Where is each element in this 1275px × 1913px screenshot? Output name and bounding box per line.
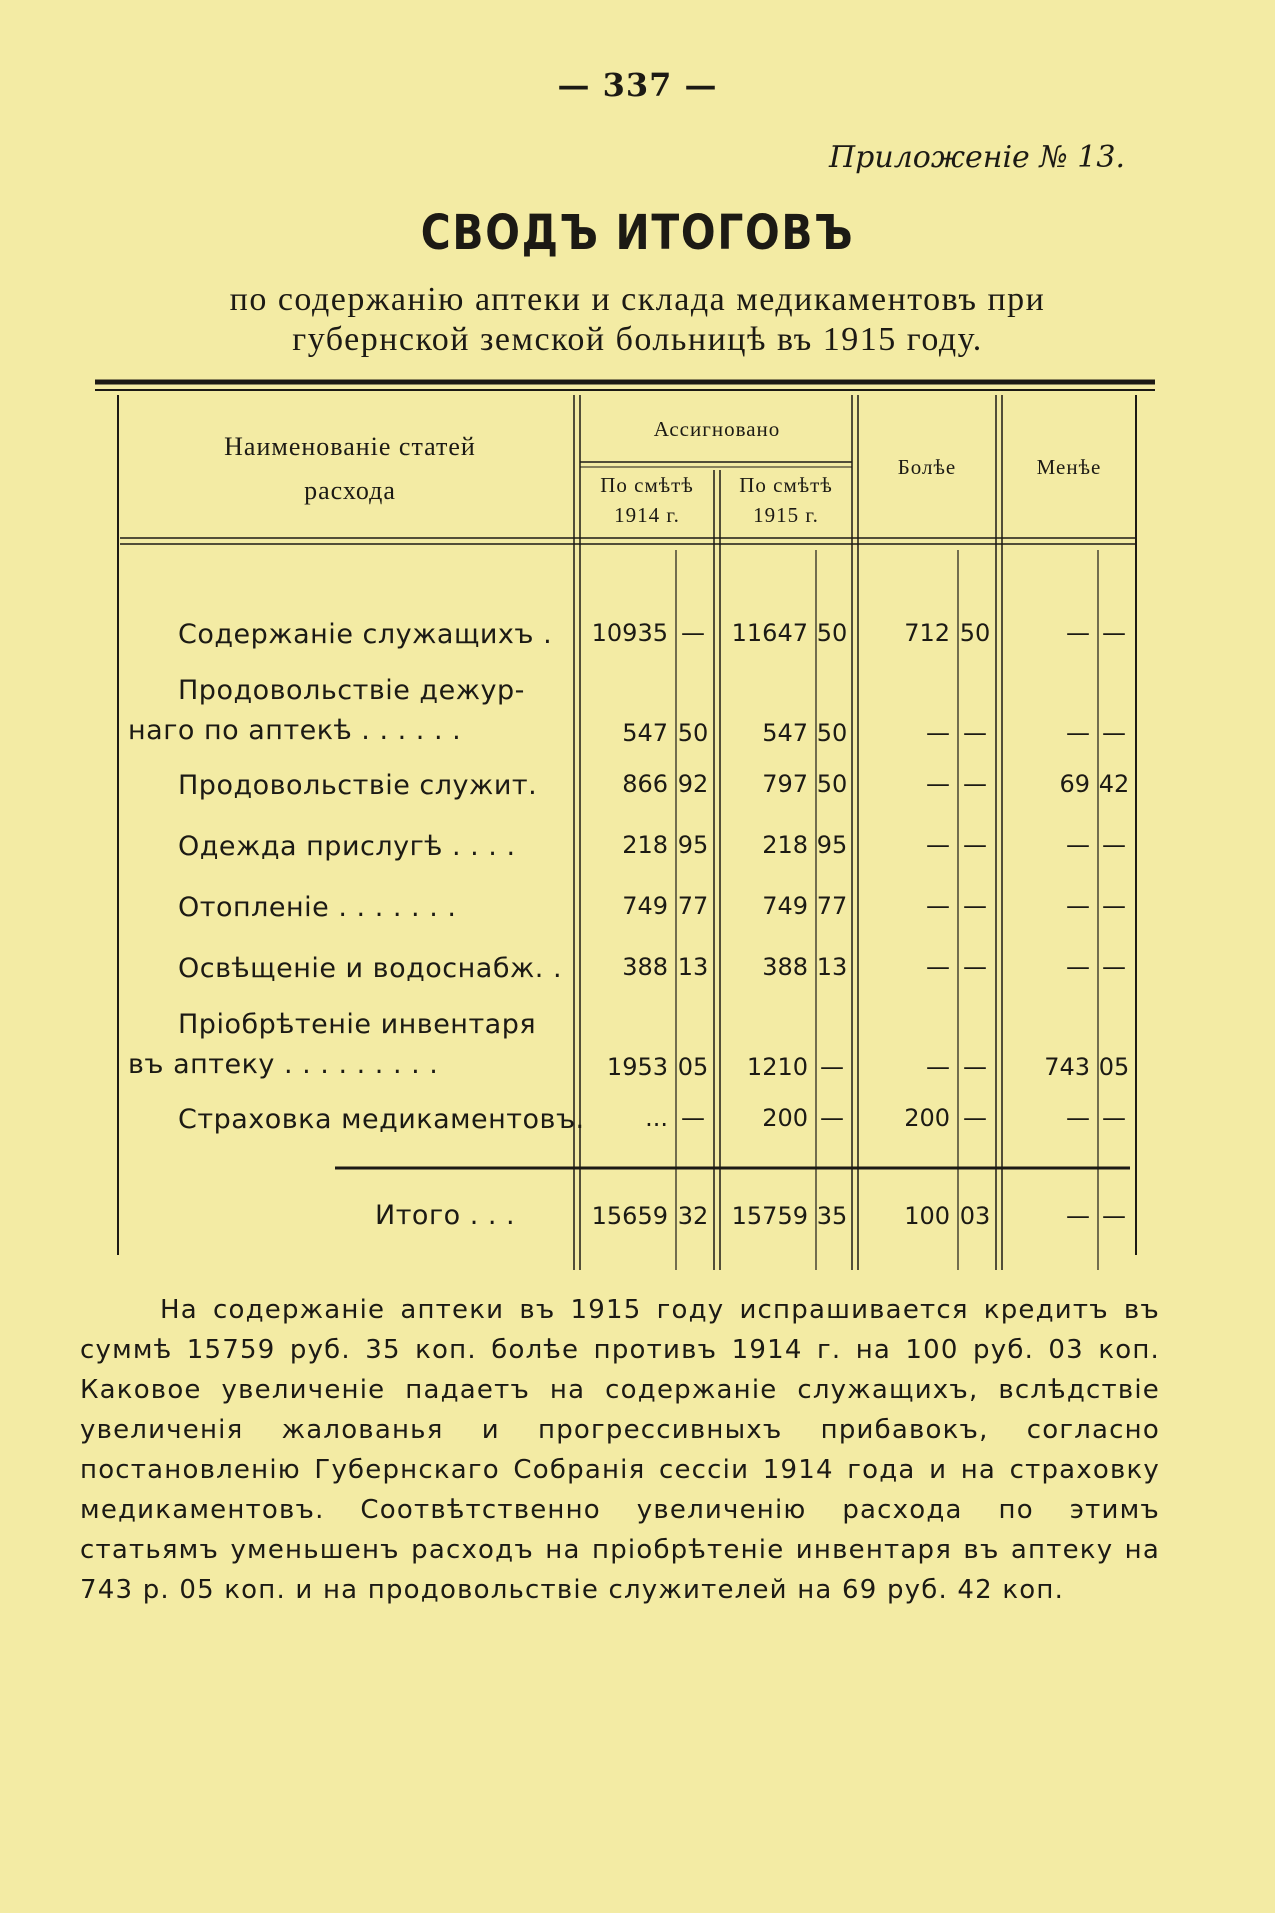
- row-cell-more_r: —: [926, 892, 950, 920]
- paragraph-text: На содержанiе аптеки въ 1915 году испрашивается кредитъ въ суммѣ 15759 руб. 35 коп. болѣе противъ 1914 г. на 100 руб. 03 коп. Каковое увеличенiе падаетъ на содержанiе служащихъ, вслѣдствiе увеличенiя жалованья и прогрессивныхъ прибавокъ, согласно постановленiю Губернскаго Собранiя сессiи 1914 года и на страховку медикаментовъ. Соотвѣтственно увеличенiю расхода по этимъ статьямъ уменьшенъ расходъ на прiобрѣтенiе инвентаря въ аптеку на 743 р. 05 коп. и на продовольствiе служителей на 69 руб. 42 коп.: [80, 1295, 1160, 1605]
- header-more: Болѣе: [897, 455, 957, 479]
- header-estimate-1915: [720, 470, 852, 530]
- row-name: Отопленiе . . . . . . .: [178, 892, 457, 923]
- row-cell-more_r: —: [926, 770, 950, 798]
- header-name: [140, 425, 560, 513]
- row-cell-k1914: 92: [677, 770, 709, 798]
- row-cell-more_r: —: [926, 831, 950, 859]
- row-name-cont: наго по аптекѣ . . . . . .: [128, 715, 462, 746]
- row-name: Прiобрѣтенiе инвентаря: [178, 1009, 537, 1040]
- row-cell-more_k: —: [963, 1053, 987, 1081]
- row-cell-less_r: —: [1066, 1104, 1090, 1132]
- total-cell-more_r: 100: [904, 1202, 950, 1230]
- row-cell-y1915: 749: [762, 892, 808, 920]
- row-cell-y1914: 866: [622, 770, 668, 798]
- row-cell-y1914: 1953: [606, 1053, 668, 1081]
- header-name-line-2: расхода: [304, 476, 396, 505]
- row-name-cont: въ аптеку . . . . . . . . .: [128, 1049, 439, 1080]
- row-cell-more_k: —: [963, 719, 987, 747]
- row-cell-y1915: 388: [762, 953, 808, 981]
- total-cell-y1914: 15659: [591, 1202, 668, 1230]
- row-cell-less_r: —: [1066, 619, 1090, 647]
- row-cell-less_r: —: [1066, 953, 1090, 981]
- header-less: Менѣе: [1036, 455, 1102, 479]
- row-cell-more_k: —: [963, 1104, 987, 1132]
- subtitle-line-1: по содержанiю аптеки и склада медикаментовъ при: [229, 281, 1046, 318]
- row-cell-k1914: 13: [677, 953, 709, 981]
- row-cell-more_k: —: [963, 953, 987, 981]
- appendix-label: Приложенiе № 13.: [829, 140, 1125, 175]
- header-assigned: Ассигновано: [653, 417, 781, 441]
- row-cell-k1915: 50: [816, 770, 848, 798]
- row-cell-less_k: —: [1102, 831, 1126, 859]
- total-cell-y1915: 15759: [731, 1202, 808, 1230]
- row-cell-k1914: 77: [677, 892, 709, 920]
- row-cell-k1915: —: [820, 1104, 844, 1132]
- explanatory-paragraph: [80, 1290, 1160, 1610]
- row-cell-more_r: 200: [904, 1104, 950, 1132]
- row-cell-k1915: 13: [816, 953, 848, 981]
- row-name: Страховка медикаментовъ.: [178, 1104, 585, 1135]
- header-estimate-1914: [580, 470, 714, 530]
- header-estimate-1915-line-2: 1915 г.: [753, 503, 819, 527]
- subtitle-line-2: губернской земской больницѣ въ 1915 году.: [292, 321, 983, 358]
- row-name: Освѣщенiе и водоснабж. .: [178, 953, 563, 984]
- header-estimate-1914-line-1: По смѣтѣ: [600, 473, 694, 497]
- row-cell-y1914: 547: [622, 719, 668, 747]
- header-name-line-1: Наименованiе статей: [224, 432, 476, 461]
- row-cell-y1915: 11647: [731, 619, 808, 647]
- row-cell-less_r: —: [1066, 892, 1090, 920]
- row-name: Содержанiе служащихъ .: [178, 619, 553, 650]
- row-cell-y1914: 749: [622, 892, 668, 920]
- row-cell-less_k: —: [1102, 892, 1126, 920]
- row-cell-less_k: 05: [1098, 1053, 1130, 1081]
- row-cell-less_r: 69: [1059, 770, 1090, 798]
- total-cell-k1915: 35: [816, 1202, 848, 1230]
- row-cell-less_k: —: [1102, 719, 1126, 747]
- row-cell-y1915: 218: [762, 831, 808, 859]
- row-cell-more_k: —: [963, 831, 987, 859]
- total-cell-k1914: 32: [677, 1202, 709, 1230]
- row-cell-k1915: 50: [816, 719, 848, 747]
- row-cell-y1915: 547: [762, 719, 808, 747]
- row-cell-k1915: 50: [816, 619, 848, 647]
- total-cell-more_k: 03: [959, 1202, 991, 1230]
- row-cell-more_k: —: [963, 770, 987, 798]
- row-cell-more_r: —: [926, 719, 950, 747]
- row-cell-k1915: 77: [816, 892, 848, 920]
- row-cell-k1914: 95: [677, 831, 709, 859]
- row-cell-less_k: 42: [1098, 770, 1130, 798]
- page-number: — 337 —: [557, 66, 718, 104]
- row-cell-less_k: —: [1102, 619, 1126, 647]
- row-cell-y1914: ...: [645, 1104, 668, 1132]
- row-name: Одежда прислугѣ . . . .: [178, 831, 516, 862]
- row-cell-y1915: 1210: [746, 1053, 808, 1081]
- row-cell-y1915: 200: [762, 1104, 808, 1132]
- header-estimate-1915-line-1: По смѣтѣ: [739, 473, 833, 497]
- row-cell-y1914: 388: [622, 953, 668, 981]
- row-cell-k1914: —: [681, 619, 705, 647]
- row-cell-k1914: —: [681, 1104, 705, 1132]
- row-cell-less_r: 743: [1044, 1053, 1090, 1081]
- header-estimate-1914-line-2: 1914 г.: [614, 503, 680, 527]
- row-name: Продовольствiе дежур-: [178, 675, 525, 706]
- row-cell-k1915: 95: [816, 831, 848, 859]
- row-cell-more_k: —: [963, 892, 987, 920]
- row-cell-k1914: 50: [677, 719, 709, 747]
- row-cell-less_r: —: [1066, 831, 1090, 859]
- row-cell-more_k: 50: [959, 619, 991, 647]
- row-cell-less_k: —: [1102, 953, 1126, 981]
- row-cell-k1915: —: [820, 1053, 844, 1081]
- row-cell-k1914: 05: [677, 1053, 709, 1081]
- row-cell-more_r: —: [926, 1053, 950, 1081]
- total-label: Итого . . .: [375, 1200, 516, 1231]
- row-cell-y1914: 218: [622, 831, 668, 859]
- row-cell-more_r: —: [926, 953, 950, 981]
- row-cell-y1915: 797: [762, 770, 808, 798]
- row-cell-less_r: —: [1066, 719, 1090, 747]
- total-cell-less_k: —: [1102, 1202, 1126, 1230]
- document-title: СВОДЪ ИТОГОВЪ: [420, 205, 855, 261]
- row-cell-less_k: —: [1102, 1104, 1126, 1132]
- row-name: Продовольствiе служит.: [178, 770, 538, 801]
- total-cell-less_r: —: [1066, 1202, 1090, 1230]
- row-cell-more_r: 712: [904, 619, 950, 647]
- row-cell-y1914: 10935: [591, 619, 668, 647]
